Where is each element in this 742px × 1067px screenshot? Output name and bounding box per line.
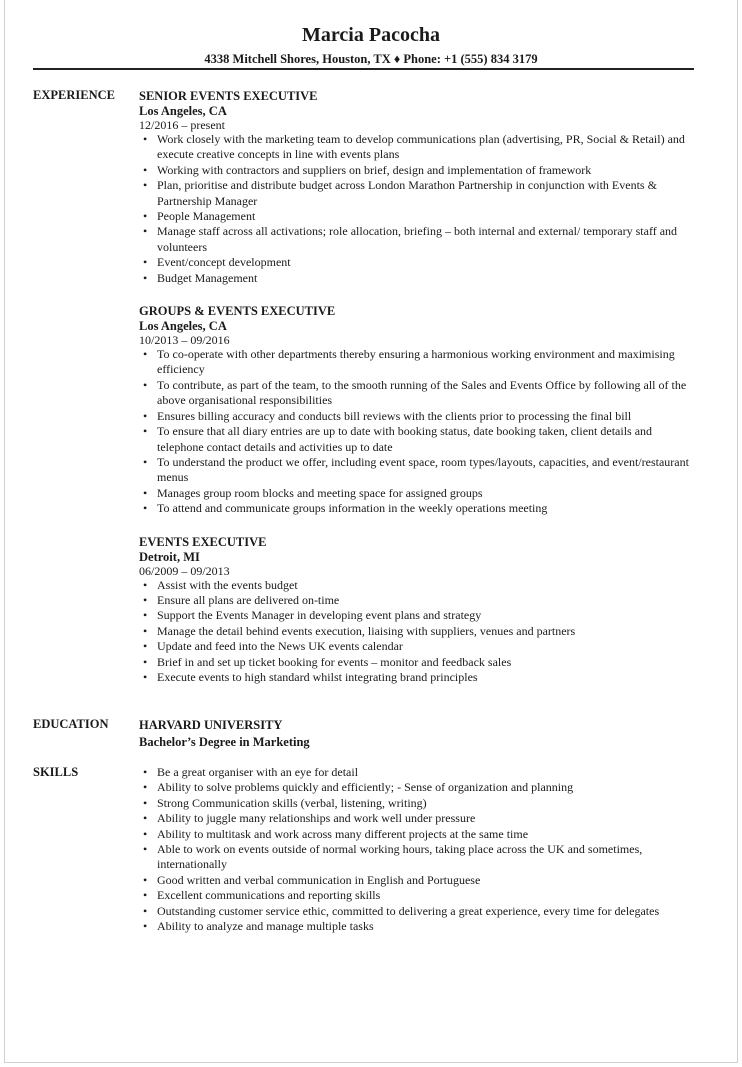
contact-line: 4338 Mitchell Shores, Houston, TX ♦ Phone: +1 (555) 834 3179: [204, 52, 538, 66]
job-dates: 06/2009 – 09/2013: [139, 563, 230, 578]
job-bullets: [139, 578, 699, 686]
section-label-skills: SKILLS: [33, 765, 79, 779]
job-location: Los Angeles, CA: [139, 104, 227, 118]
job-bullets: [139, 347, 699, 516]
bullet-item: • To understand the product we offer, including event space, room types/layouts, capacities, and event/restaurant menus: [157, 455, 699, 486]
skill-item: • Able to work on events outside of normal working hours, taking place across the UK and sometimes, internationally: [157, 842, 699, 873]
skills-list: [139, 765, 699, 934]
job-entry: [139, 88, 699, 286]
job-bullets: [139, 132, 699, 286]
degree-name: Bachelor’s Degree in Marketing: [139, 735, 310, 749]
bullet-item: • Brief in and set up ticket booking for events – monitor and feedback sales: [157, 655, 699, 670]
bullet-item: • Plan, prioritise and distribute budget across London Marathon Partnership in conjunction with Events & Partnership Manager: [157, 178, 699, 209]
bullet-item: • Manages group room blocks and meeting space for assigned groups: [157, 486, 699, 501]
skill-item: • Ability to solve problems quickly and efficiently; - Sense of organization and planning: [157, 780, 699, 795]
job-entry: [139, 303, 699, 516]
skill-item: • Excellent communications and reporting skills: [157, 888, 699, 903]
bullet-item: • Assist with the events budget: [157, 578, 699, 593]
job-dates: 10/2013 – 09/2016: [139, 333, 230, 348]
skills-body: [139, 765, 699, 934]
bullet-item: • To ensure that all diary entries are up to date with booking status, date booking taken, client details and telephone contact details and activities up to date: [157, 424, 699, 455]
skill-item: • Strong Communication skills (verbal, listening, writing): [157, 796, 699, 811]
skill-item: • Ability to juggle many relationships and work well under pressure: [157, 811, 699, 826]
school-name: HARVARD UNIVERSITY: [139, 718, 283, 732]
bullet-item: • To attend and communicate groups information in the weekly operations meeting: [157, 501, 699, 516]
bullet-item: • Event/concept development: [157, 255, 699, 270]
bullet-item: • People Management: [157, 209, 699, 224]
job-title: EVENTS EXECUTIVE: [139, 534, 267, 549]
bullet-item: • Manage the detail behind events execution, liaising with suppliers, venues and partners: [157, 624, 699, 639]
section-label-education: EDUCATION: [33, 717, 109, 731]
bullet-item: • Execute events to high standard whilst integrating brand principles: [157, 670, 699, 685]
bullet-item: • Ensure all plans are delivered on-time: [157, 593, 699, 608]
skill-item: • Good written and verbal communication in English and Portuguese: [157, 873, 699, 888]
bullet-item: • Update and feed into the News UK events calendar: [157, 639, 699, 654]
header-divider: [33, 68, 694, 70]
job-location: Detroit, MI: [139, 549, 200, 564]
job-entry: [139, 534, 699, 686]
job-dates: 12/2016 – present: [139, 118, 225, 132]
education-body: [139, 717, 699, 751]
bullet-item: • Work closely with the marketing team to develop communications plan (advertising, PR, Social & Retail) and execute creative concepts in line with events plans: [157, 132, 699, 163]
bullet-item: • To co-operate with other departments thereby ensuring a harmonious working environment and maximising efficiency: [157, 347, 699, 378]
job-title: GROUPS & EVENTS EXECUTIVE: [139, 304, 336, 319]
bullet-item: • Ensures billing accuracy and conducts bill reviews with the clients prior to processing the final bill: [157, 409, 699, 424]
bullet-item: • Support the Events Manager in developing event plans and strategy: [157, 608, 699, 623]
experience-list: [139, 88, 699, 702]
bullet-item: • To contribute, as part of the team, to the smooth running of the Sales and Events Office by following all of the above organisational responsibilities: [157, 378, 699, 409]
job-location: Los Angeles, CA: [139, 319, 227, 334]
bullet-item: • Manage staff across all activations; role allocation, briefing – both internal and external/ temporary staff and volunteers: [157, 224, 699, 255]
candidate-name: Marcia Pacocha: [302, 24, 440, 46]
bullet-item: • Budget Management: [157, 271, 699, 286]
bullet-item: • Working with contractors and suppliers on brief, design and implementation of framework: [157, 163, 699, 178]
skill-item: • Ability to analyze and manage multiple tasks: [157, 919, 699, 934]
skill-item: • Be a great organiser with an eye for detail: [157, 765, 699, 780]
section-label-experience: EXPERIENCE: [33, 88, 115, 102]
skill-item: • Ability to multitask and work across many different projects at the same time: [157, 827, 699, 842]
skill-item: • Outstanding customer service ethic, committed to delivering a great experience, every time for delegates: [157, 904, 699, 919]
job-title: SENIOR EVENTS EXECUTIVE: [139, 89, 318, 103]
